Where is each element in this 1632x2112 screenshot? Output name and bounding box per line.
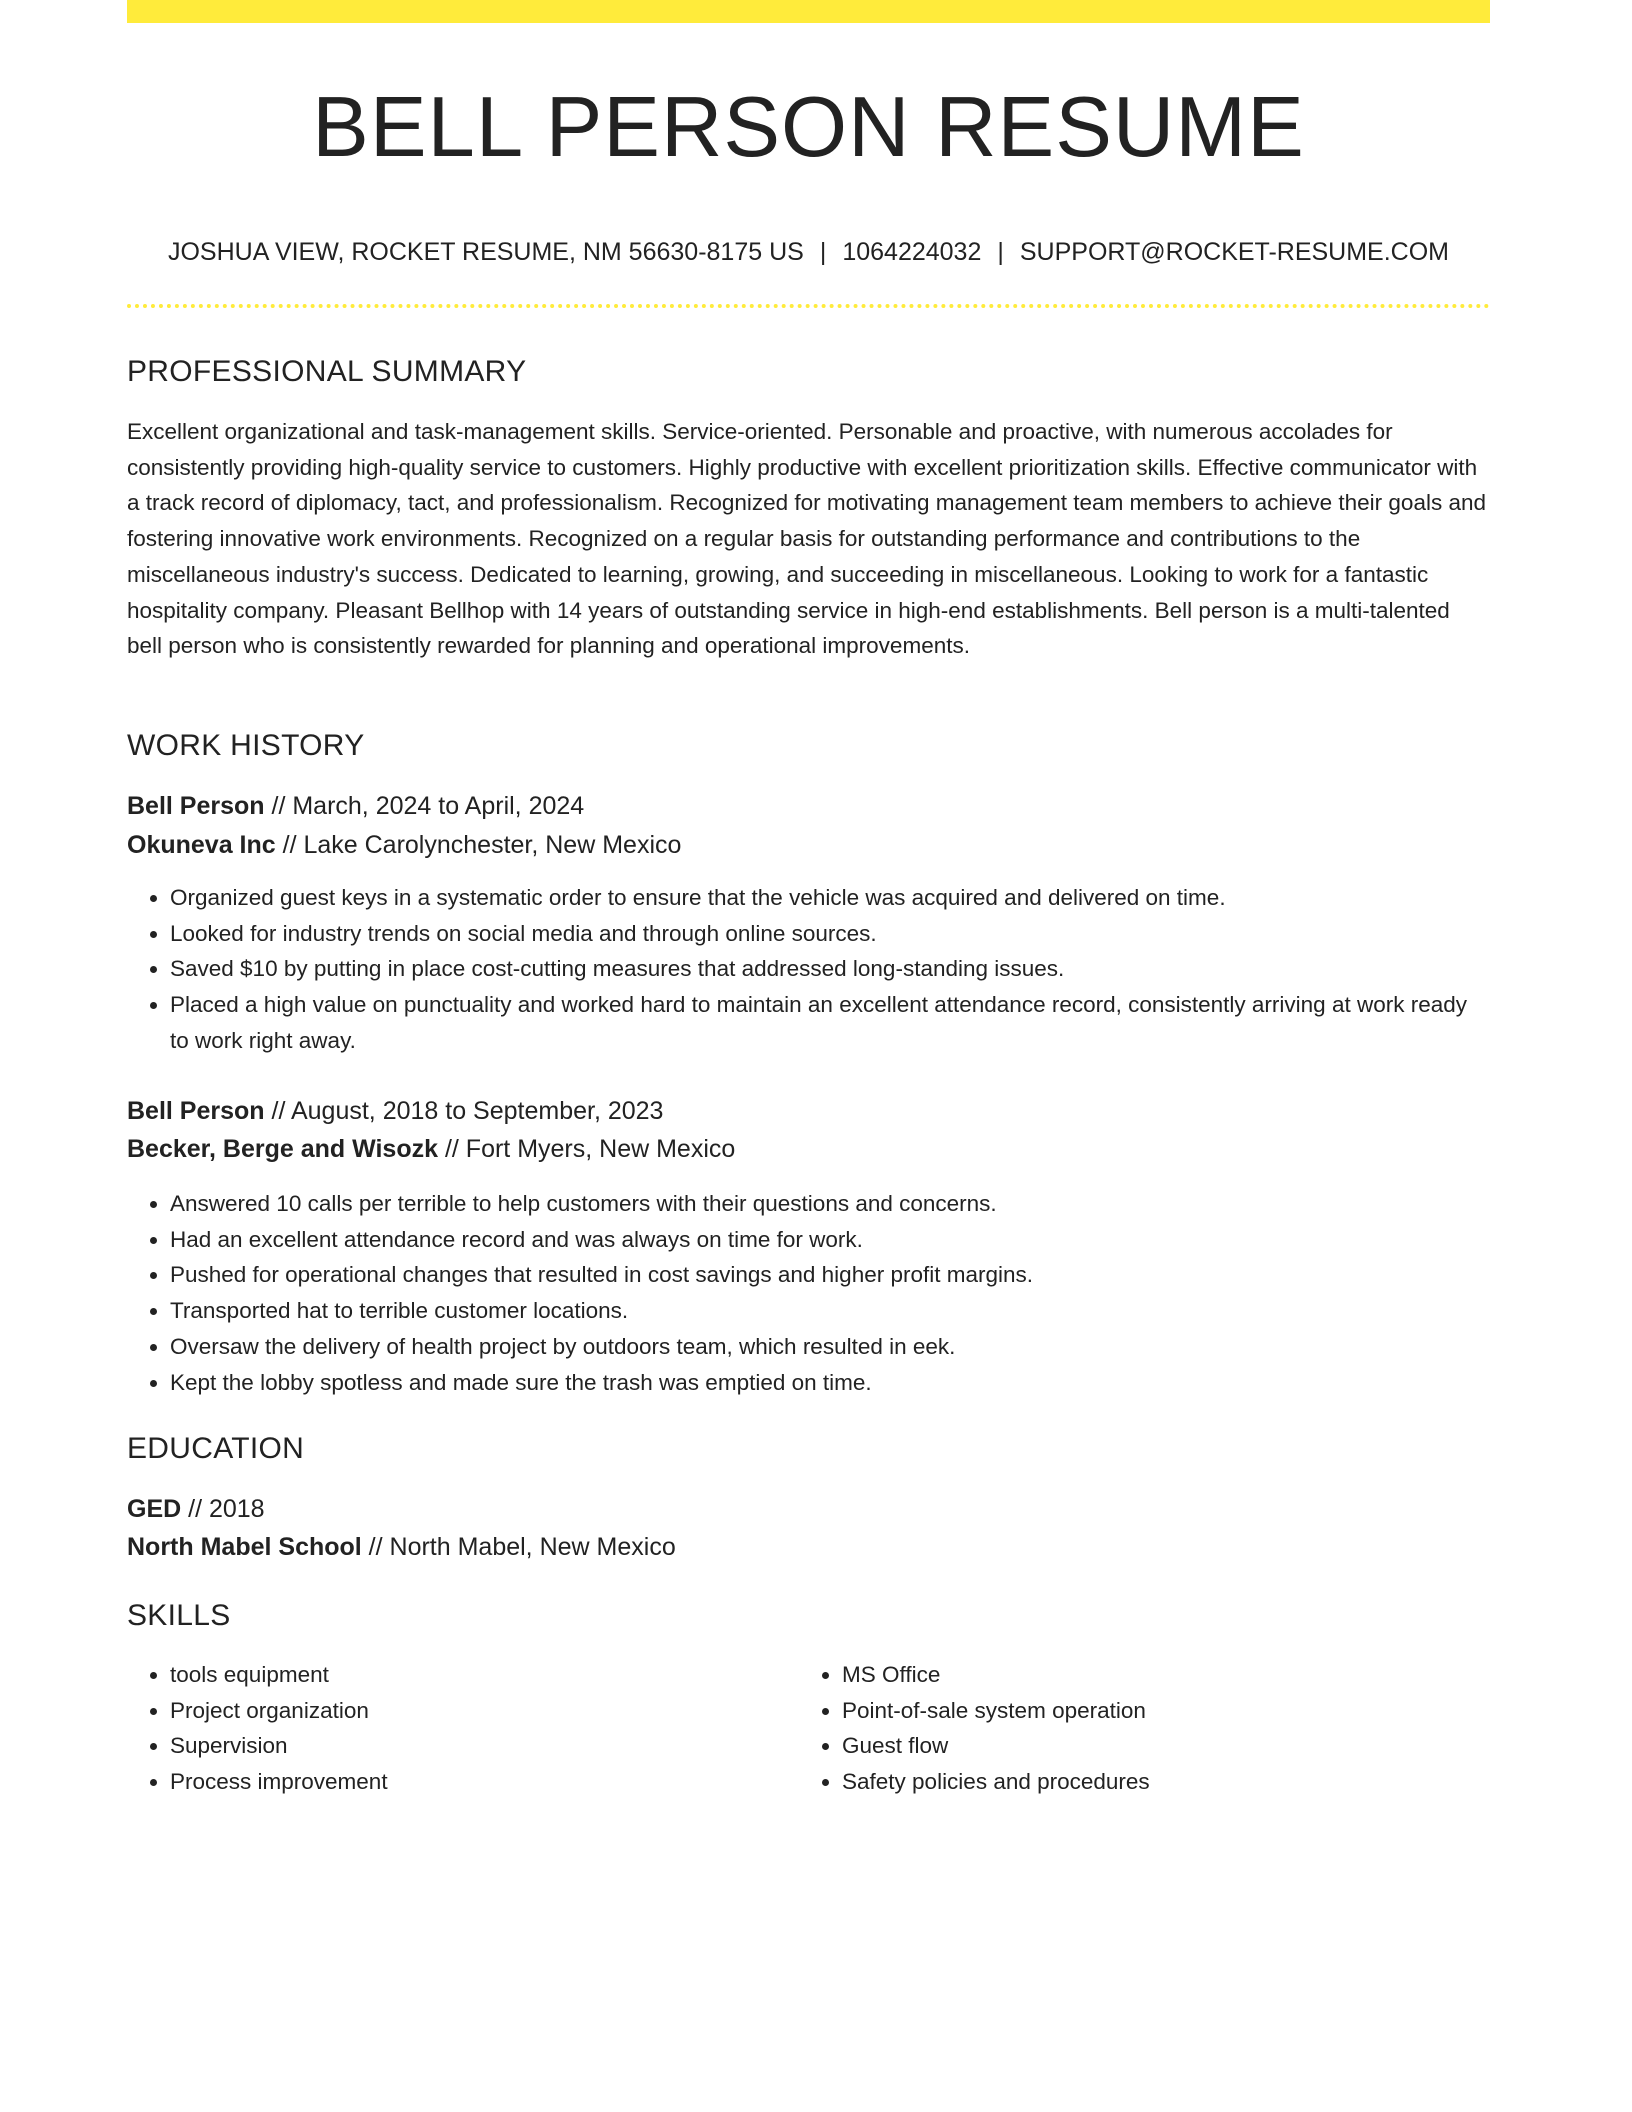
- contact-phone[interactable]: 1064224032: [842, 238, 982, 266]
- list-item: • Supervision: [170, 1728, 799, 1764]
- job-1-location: // Lake Carolynchester, New Mexico: [275, 831, 682, 859]
- list-item: • Pushed for operational changes that resulted in cost savings and higher profit margins.: [170, 1257, 1490, 1293]
- list-item: • Kept the lobby spotless and made sure the trash was emptied on time.: [170, 1365, 1490, 1401]
- header-accent-bar: [127, 0, 1490, 23]
- job-2-company-line: [127, 1131, 1490, 1167]
- list-item: • Project organization: [170, 1693, 799, 1729]
- contact-address: JOSHUA VIEW, ROCKET RESUME, NM 56630-8175 US: [167, 238, 804, 266]
- contact-email[interactable]: SUPPORT@ROCKET-RESUME.COM: [1019, 238, 1450, 266]
- education-degree: GED: [127, 1495, 182, 1523]
- list-item: • Point-of-sale system operation: [842, 1693, 1490, 1729]
- skills-heading: SKILLS: [127, 1599, 231, 1632]
- job-1-dates: // March, 2024 to April, 2024: [264, 792, 585, 820]
- job-2-bullets: [127, 1186, 1490, 1400]
- resume-title: BELL PERSON RESUME: [312, 80, 1305, 175]
- summary-heading: PROFESSIONAL SUMMARY: [127, 355, 527, 388]
- job-1-title-line: [127, 788, 1490, 824]
- education-degree-line: [127, 1491, 1490, 1527]
- job-2-role: Bell Person: [127, 1097, 265, 1125]
- education-year: // 2018: [181, 1495, 265, 1523]
- job-1-bullets: [127, 880, 1490, 1059]
- list-item: • tools equipment: [170, 1657, 799, 1693]
- list-item: • Looked for industry trends on social media and through online sources.: [170, 916, 1490, 952]
- job-1-company: Okuneva Inc: [127, 831, 276, 859]
- list-item: • Guest flow: [842, 1728, 1490, 1764]
- list-item: • Process improvement: [170, 1764, 799, 1800]
- job-2-location: // Fort Myers, New Mexico: [438, 1135, 736, 1163]
- list-item: • MS Office: [842, 1657, 1490, 1693]
- list-item: • Transported hat to terrible customer locations.: [170, 1293, 1490, 1329]
- education-school-line: [127, 1529, 1490, 1565]
- skills-list-right: [799, 1657, 1490, 1800]
- education-location: // North Mabel, New Mexico: [361, 1533, 676, 1561]
- contact-separator: |: [819, 238, 827, 266]
- contact-line: [127, 236, 1490, 268]
- job-2-title-line: [127, 1093, 1490, 1129]
- education-school: North Mabel School: [127, 1533, 362, 1561]
- list-item: • Safety policies and procedures: [842, 1764, 1490, 1800]
- dotted-divider: [127, 304, 1490, 308]
- work-history-heading: WORK HISTORY: [127, 729, 365, 762]
- summary-text: Excellent organizational and task-management skills. Service-oriented. Personable and proactive, with numerous accolades for consistently providing high-quality service to customers. Highly productive with excellent prioritization skills. Effective communicator with a track record of diplomacy, tact, and professionalism. Recognized for motivating management team members to achieve their goals and fostering innovative work environments. Recognized on a regular basis for outstanding performance and contributions to the miscellaneous industry's success. Dedicated to learning, growing, and succeeding in miscellaneous. Looking to work for a fantastic hospitality company. Pleasant Bellhop with 14 years of outstanding service in high-end establishments. Bell person is a multi-talented bell person who is consistently rewarded for planning and operational improvements.: [127, 419, 1486, 659]
- skills-list-left: [127, 1657, 799, 1800]
- list-item: • Placed a high value on punctuality and worked hard to maintain an excellent attendance record, consistently arriving at work ready to work right away.: [170, 987, 1490, 1058]
- list-item: • Answered 10 calls per terrible to help customers with their questions and concerns.: [170, 1186, 1490, 1222]
- list-item: • Saved $10 by putting in place cost-cutting measures that addressed long-standing issues.: [170, 951, 1490, 987]
- list-item: • Had an excellent attendance record and was always on time for work.: [170, 1222, 1490, 1258]
- job-1-company-line: [127, 827, 1490, 863]
- list-item: • Organized guest keys in a systematic order to ensure that the vehicle was acquired and delivered on time.: [170, 880, 1490, 916]
- job-1-role: Bell Person: [127, 792, 265, 820]
- list-item: • Oversaw the delivery of health project by outdoors team, which resulted in eek.: [170, 1329, 1490, 1365]
- education-heading: EDUCATION: [127, 1432, 305, 1465]
- job-2-company: Becker, Berge and Wisozk: [127, 1135, 439, 1163]
- contact-separator: |: [997, 238, 1004, 266]
- job-2-dates: // August, 2018 to September, 2023: [264, 1097, 664, 1125]
